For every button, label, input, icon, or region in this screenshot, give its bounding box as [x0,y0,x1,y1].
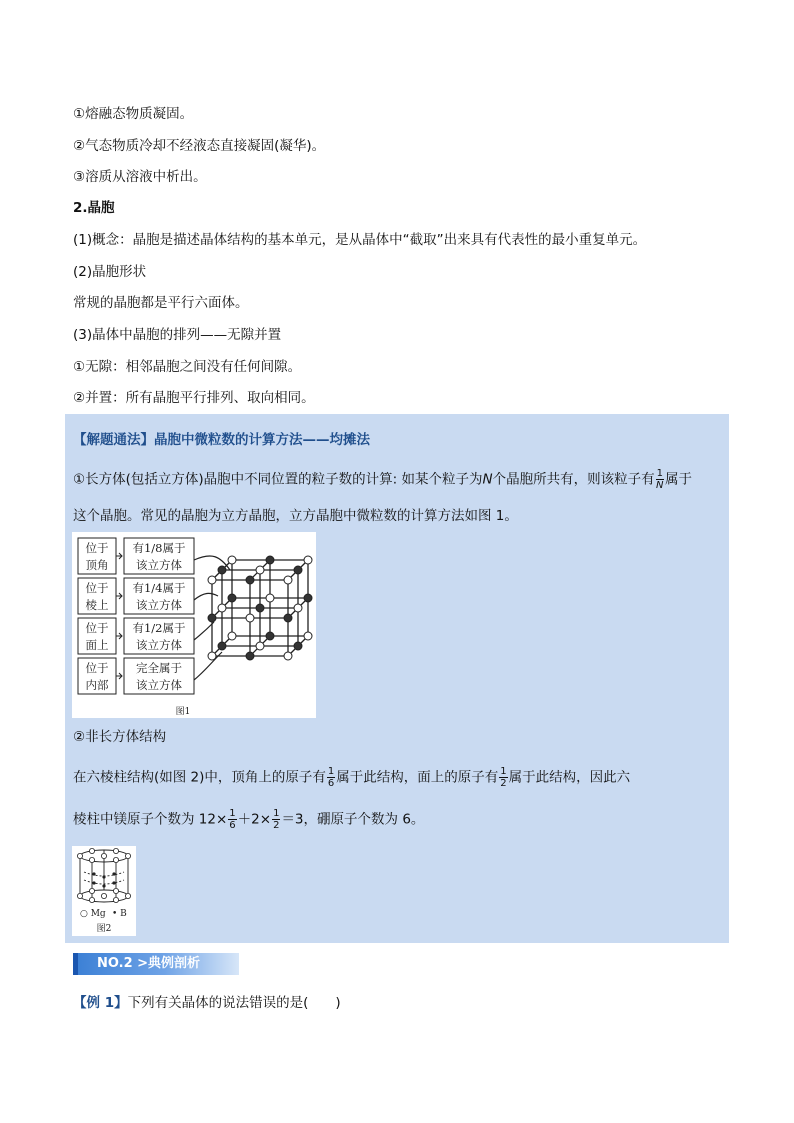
text-line: (2)晶胞形状 [73,264,147,280]
text-line: (3)晶体中晶胞的排列——无隙并置 [73,327,282,343]
method-paragraph-2: 这个晶胞。常见的晶胞为立方晶胞，立方晶胞中微粒数的计算方法如图 1。 [73,508,518,524]
text-line: ③溶质从溶液中析出。 [73,169,207,185]
position-label: 面上 [85,638,109,652]
position-label: 顶角 [85,558,109,572]
share-label: 有1/8属于 [132,541,186,555]
position-label: 内部 [85,678,109,692]
method-box-title: 【解题通法】晶胞中微粒数的计算方法——均摊法 [73,432,370,448]
legend-mg: ○ Mg [80,909,106,919]
method-paragraph-4: 在六棱柱结构(如图 2)中，顶角上的原子有 $\frac{1}{6}$ 属于此结构，面上的原子有 $\frac{1}{2}$ 属于此结构，因此六 [73,766,631,789]
share-label: 该立方体 [136,558,182,572]
figure-1-caption: 图1 [175,707,191,717]
text-line: 常规的晶胞都是平行六面体。 [73,295,249,311]
fraction: $\frac{1}{2}$ [500,766,507,789]
position-label: 棱上 [85,598,109,612]
method-box [65,414,729,943]
hexagonal-prism-diagram [72,846,136,936]
figure-1 [72,532,316,718]
section-heading: 2.晶胞 [73,200,115,216]
figure-2 [72,846,136,936]
fraction: $\frac{1}{6}$ [327,766,335,789]
arrow-icon [116,673,122,679]
share-label: 该立方体 [136,638,182,652]
text-line: ②并置：所有晶胞平行排列、取向相同。 [73,390,315,406]
figure-2-caption: 图2 [96,924,112,934]
share-label: 有1/2属于 [132,621,186,635]
example-question [73,993,341,1013]
position-label: 位于 [85,661,109,675]
position-label: 位于 [85,581,109,595]
section-header-label: NO.2 >典例剖析 [97,956,201,971]
arrow-icon [116,593,122,599]
share-label: 该立方体 [136,678,182,692]
example-label: 【例 1】 [73,995,128,1011]
arrow-icon [116,633,122,639]
share-label: 该立方体 [136,598,182,612]
banner-accent-bar [73,953,78,975]
text-line: ①无隙：相邻晶胞之间没有任何间隙。 [73,359,302,375]
legend-b: • B [112,909,127,919]
text-line: ①熔融态物质凝固。 [73,106,194,122]
method-paragraph-1: ①长方体(包括立方体)晶胞中不同位置的粒子数的计算: 如某个粒子为N个晶胞所共有，则该粒子有 $\frac{1}{N}$ 属于 [73,468,692,491]
cubic-cell-diagram [72,532,316,718]
text-line: (1)概念：晶胞是描述晶体结构的基本单元，是从晶体中“截取”出来具有代表性的最小重复单元。 [73,232,647,248]
share-label: 完全属于 [136,661,182,675]
fraction: $\frac{1}{2}$ [273,808,280,831]
text-line: ②气态物质冷却不经液态直接凝固(凝华)。 [73,138,326,154]
position-label: 位于 [85,541,109,555]
arrow-icon [116,553,122,559]
method-paragraph-5: 棱柱中镁原子个数为 12× $\frac{1}{6}$ ＋2× $\frac{1}{2}$ ＝3，硼原子个数为 6。 [73,808,425,831]
method-paragraph-3: ②非长方体结构 [73,729,167,745]
share-label: 有1/4属于 [132,581,186,595]
example-text: 下列有关晶体的说法错误的是( ) [127,995,341,1011]
position-label: 位于 [85,621,109,635]
fraction: $\frac{1}{N}$ [656,468,664,491]
section-header-banner [73,953,239,975]
fraction: $\frac{1}{6}$ [229,808,236,831]
